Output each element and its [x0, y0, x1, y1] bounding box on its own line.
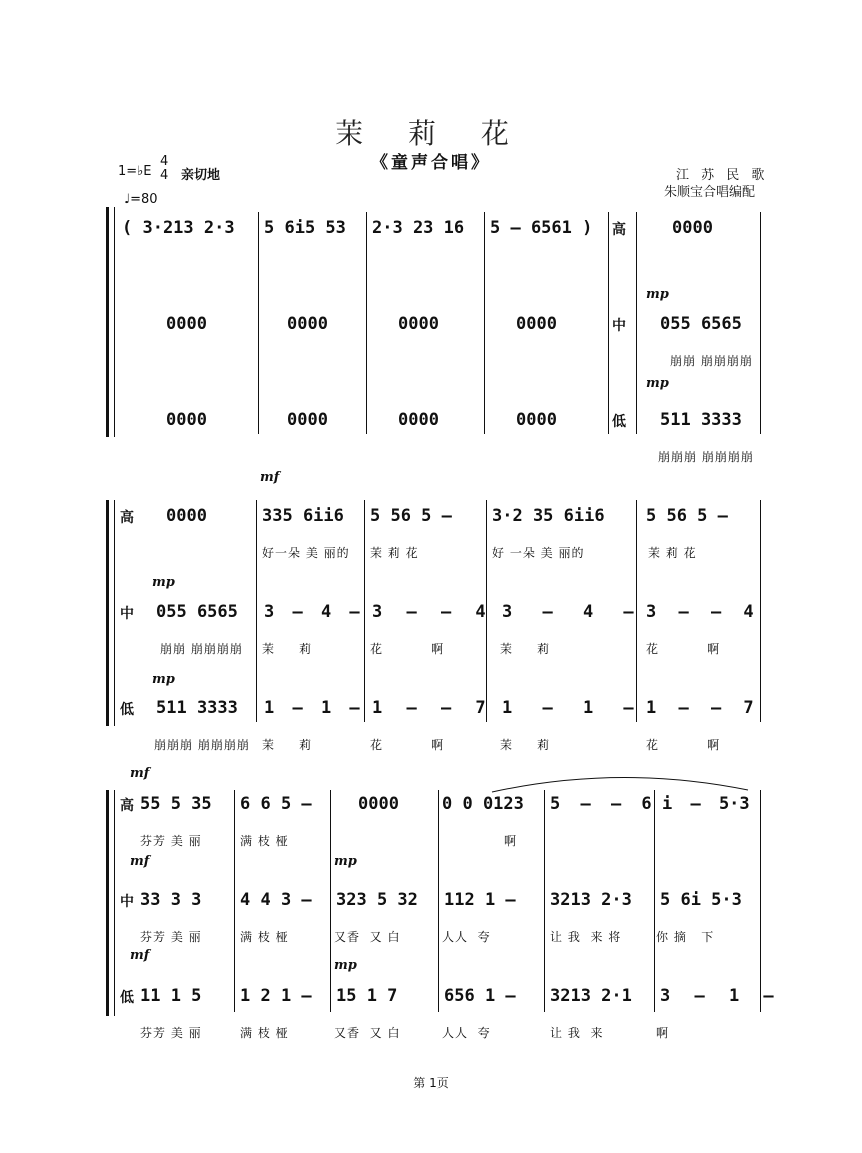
- system1-brace: [106, 207, 109, 437]
- mid-lyric: 人人 夸: [442, 930, 491, 944]
- low-lyric: 茉 莉: [500, 738, 551, 752]
- time-signature: [160, 155, 168, 183]
- dynamic-mp: mp: [334, 958, 357, 973]
- low-rest: 0000: [516, 410, 557, 430]
- mid-rest: 0000: [398, 314, 439, 334]
- barline: [258, 212, 259, 434]
- dynamic-mf: mf: [130, 854, 150, 869]
- barline: [484, 212, 485, 434]
- high-lyric: 茉 莉 花: [648, 546, 697, 560]
- low-lyric: 崩崩崩 崩崩崩崩: [154, 738, 250, 752]
- high-bar: 5 56 5 –: [646, 506, 728, 526]
- low-bar: 1 – 1 –: [264, 698, 360, 718]
- system2-start-line: [114, 500, 115, 726]
- low-lyric: 花 啊: [646, 738, 721, 752]
- dynamic-mp: mp: [334, 854, 357, 869]
- origin-credit: 江 苏 民 歌: [676, 168, 769, 183]
- dynamic-mf: mf: [130, 948, 150, 963]
- high-rest: 0000: [672, 218, 713, 238]
- intro-bar-1: ( 3·213 2·3: [122, 218, 235, 238]
- low-bar: 1 – – 7: [646, 698, 754, 718]
- low-rest: 0000: [287, 410, 328, 430]
- mid-bar: 323 5 32: [336, 890, 418, 910]
- mid-lyric: 芬芳 美 丽: [140, 930, 202, 944]
- high-lyric: 好一朵 美 丽的: [262, 546, 350, 560]
- barline: [654, 790, 655, 1012]
- low-lyric: 又香 又 白: [334, 1026, 401, 1040]
- high-lyric: 茉 莉 花: [370, 546, 419, 560]
- high-bar: 0 0 0123: [442, 794, 524, 814]
- dynamic-mp: mp: [646, 287, 669, 302]
- mid-bar: 3213 2·3: [550, 890, 632, 910]
- low-bar: 511 3333: [156, 698, 238, 718]
- voice-label-high: 高: [120, 798, 134, 814]
- mid-lyric: 茉 莉: [500, 642, 551, 656]
- high-lyric: 满 枝 桠: [240, 834, 289, 848]
- low-lyric: 茉 莉: [262, 738, 313, 752]
- mid-bar: 3 – 4 –: [264, 602, 360, 622]
- dynamic-mf: mf: [260, 470, 280, 485]
- intro-bar-4: 5 – 6561 ): [490, 218, 593, 238]
- dynamic-mp: mp: [646, 376, 669, 391]
- high-bar: i – 5·3: [662, 794, 750, 814]
- mid-lyric: 花 啊: [646, 642, 721, 656]
- low-bar: 1 2 1 –: [240, 986, 312, 1006]
- voice-label-mid: 中: [612, 318, 626, 334]
- mid-lyric: 让 我 来 将: [550, 930, 622, 944]
- page-subtitle: 《童声合唱》: [371, 153, 491, 173]
- dynamic-mp: mp: [152, 672, 175, 687]
- voice-label-mid: 中: [120, 606, 134, 622]
- intro-bar-2: 5 6i5 53: [264, 218, 346, 238]
- mid-lyric: 茉 莉: [262, 642, 313, 656]
- low-bar: 3213 2·1: [550, 986, 632, 1006]
- mid-lyric: 崩崩 崩崩崩崩: [160, 642, 243, 656]
- mid-rest: 0000: [287, 314, 328, 334]
- voice-label-mid: 中: [120, 894, 134, 910]
- mid-bar: 3 – – 4: [372, 602, 486, 622]
- low-bar: 1 – – 7: [372, 698, 486, 718]
- mid-bar: 33 3 3: [140, 890, 202, 910]
- voice-label-high: 高: [120, 510, 134, 526]
- high-bar: 5 56 5 –: [370, 506, 452, 526]
- low-rest: 0000: [398, 410, 439, 430]
- dynamic-mp: mp: [152, 575, 175, 590]
- mid-bar: 3 – – 4: [646, 602, 754, 622]
- barline: [438, 790, 439, 1012]
- page-number: 第 1页: [413, 1076, 449, 1090]
- mid-rest: 0000: [166, 314, 207, 334]
- voice-label-low: 低: [120, 990, 134, 1006]
- arranger-credit: 朱顺宝合唱编配: [664, 185, 756, 200]
- high-bar: 0000: [166, 506, 207, 526]
- barline: [544, 790, 545, 1012]
- system1-start-line: [114, 207, 115, 437]
- voice-label-low: 低: [120, 702, 134, 718]
- phrase-slur: [490, 770, 752, 794]
- barline: [234, 790, 235, 1012]
- mid-bar: 5 6i 5·3: [660, 890, 742, 910]
- low-bar: 656 1 –: [444, 986, 516, 1006]
- low-final-bar: 511 3333: [660, 410, 742, 430]
- mid-bar: 3 – 4 –: [502, 602, 634, 622]
- low-lyric: 让 我 来: [550, 1026, 604, 1040]
- barline: [760, 500, 761, 722]
- barline: [330, 790, 331, 1012]
- low-bar: 1 – 1 –: [502, 698, 634, 718]
- page-title: 茉 莉 花: [335, 117, 527, 150]
- low-bar: 3 – 1 –: [660, 986, 774, 1006]
- mid-bar: 055 6565: [156, 602, 238, 622]
- barline: [636, 500, 637, 722]
- mid-lyric: 你 摘 下: [656, 930, 715, 944]
- key-signature: 1=♭E: [118, 164, 152, 179]
- barline: [256, 500, 257, 722]
- system2-brace: [106, 500, 109, 726]
- low-bar: 11 1 5: [140, 986, 202, 1006]
- high-bar: 5 – – 6: [550, 794, 652, 814]
- barline: [366, 212, 367, 434]
- intro-bar-3: 2·3 23 16: [372, 218, 465, 238]
- high-lyric: 芬芳 美 丽: [140, 834, 202, 848]
- mid-bar: 112 1 –: [444, 890, 516, 910]
- high-bar: 6 6 5 –: [240, 794, 312, 814]
- low-lyric: 人人 夸: [442, 1026, 491, 1040]
- low-bar: 15 1 7: [336, 986, 398, 1006]
- expression-mark: 亲切地: [181, 168, 221, 183]
- tempo-mark: ♩=80: [124, 192, 158, 207]
- low-rest: 0000: [166, 410, 207, 430]
- barline: [608, 212, 609, 434]
- voice-label-low: 低: [612, 414, 626, 430]
- mid-lyric: 花 啊: [370, 642, 445, 656]
- time-top: 4: [160, 154, 169, 169]
- time-bottom: 4: [160, 168, 169, 183]
- low-lyric: 花 啊: [370, 738, 445, 752]
- high-bar: 335 6ii6: [262, 506, 344, 526]
- barline: [364, 500, 365, 722]
- barline: [760, 212, 761, 434]
- mid-lyric: 又香 又 白: [334, 930, 401, 944]
- high-bar: 0000: [358, 794, 399, 814]
- mid-final-lyric: 崩崩 崩崩崩崩: [670, 354, 753, 368]
- high-bar: 3·2 35 6ii6: [492, 506, 605, 526]
- high-lyric: 好 一朵 美 丽的: [492, 546, 585, 560]
- high-bar: 55 5 35: [140, 794, 212, 814]
- mid-final-bar: 055 6565: [660, 314, 742, 334]
- low-lyric: 满 枝 桠: [240, 1026, 289, 1040]
- mid-bar: 4 4 3 –: [240, 890, 312, 910]
- system3-start-line: [114, 790, 115, 1016]
- high-lyric: 啊: [504, 834, 518, 848]
- system3-brace: [106, 790, 109, 1016]
- low-final-lyric: 崩崩崩 崩崩崩崩: [658, 450, 754, 464]
- barline: [760, 790, 761, 1012]
- voice-label-high: 高: [612, 222, 626, 238]
- low-lyric: 芬芳 美 丽: [140, 1026, 202, 1040]
- barline: [486, 500, 487, 722]
- low-lyric: 啊: [656, 1026, 670, 1040]
- mid-rest: 0000: [516, 314, 557, 334]
- mid-lyric: 满 枝 桠: [240, 930, 289, 944]
- barline: [636, 212, 637, 434]
- dynamic-mf: mf: [130, 766, 150, 781]
